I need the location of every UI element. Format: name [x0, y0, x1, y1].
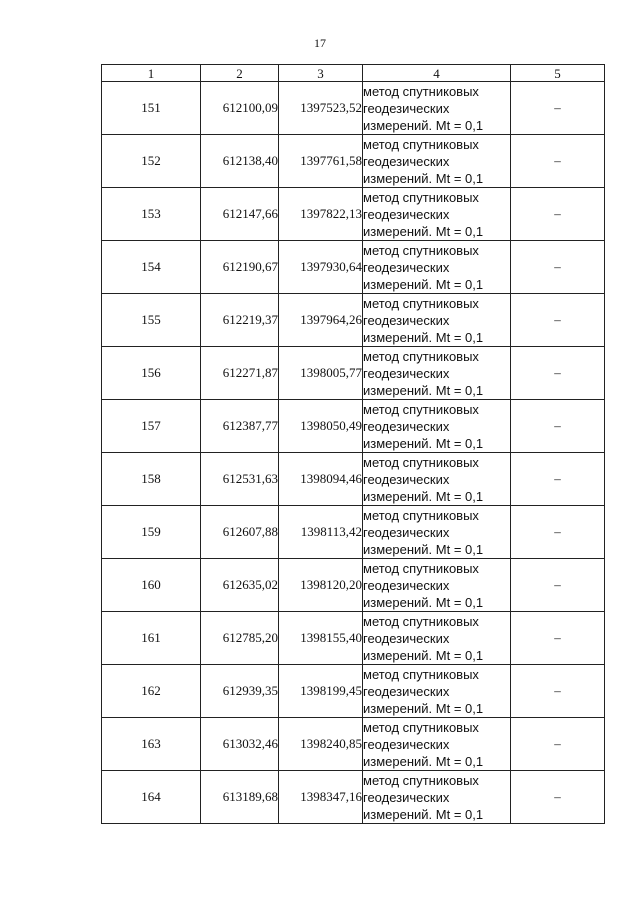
header-col-3: 3 [279, 65, 363, 82]
description-cell: – [511, 612, 605, 665]
description-cell: – [511, 506, 605, 559]
method-cell [363, 135, 511, 188]
method-cell [363, 82, 511, 135]
table-row [102, 506, 605, 559]
method-cell [363, 771, 511, 824]
method-text-line: измерений. Mt = 0,1 [363, 223, 484, 239]
y-coordinate-cell: 1398120,20 [279, 559, 363, 612]
point-number-cell: 161 [102, 612, 201, 665]
y-coordinate-cell: 1398005,77 [279, 347, 363, 400]
x-coordinate-cell: 612219,37 [201, 294, 279, 347]
x-coordinate-cell: 612100,09 [201, 82, 279, 135]
point-number-cell: 151 [102, 82, 201, 135]
method-text-line: метод спутниковых [363, 136, 479, 152]
x-coordinate-cell: 612531,63 [201, 453, 279, 506]
method-text-line: геодезических [363, 259, 450, 275]
table-row [102, 400, 605, 453]
description-cell: – [511, 82, 605, 135]
description-cell: – [511, 559, 605, 612]
method-text-line: геодезических [363, 312, 450, 328]
method-text-line: метод спутниковых [363, 772, 479, 788]
x-coordinate-cell: 613189,68 [201, 771, 279, 824]
method-text-line: геодезических [363, 153, 450, 169]
method-text-line: измерений. Mt = 0,1 [363, 753, 484, 769]
x-coordinate-cell: 612271,87 [201, 347, 279, 400]
x-coordinate-cell: 612138,40 [201, 135, 279, 188]
x-coordinate-cell: 612190,67 [201, 241, 279, 294]
method-text-line: метод спутниковых [363, 348, 479, 364]
x-coordinate-cell: 613032,46 [201, 718, 279, 771]
point-number-cell: 153 [102, 188, 201, 241]
description-cell: – [511, 453, 605, 506]
table-row [102, 771, 605, 824]
table-row [102, 241, 605, 294]
table-header-row [102, 65, 605, 82]
table-row [102, 82, 605, 135]
method-text-line: геодезических [363, 736, 450, 752]
x-coordinate-cell: 612785,20 [201, 612, 279, 665]
point-number-cell: 160 [102, 559, 201, 612]
coordinates-table [101, 64, 605, 824]
method-text-line: измерений. Mt = 0,1 [363, 488, 484, 504]
y-coordinate-cell: 1397964,26 [279, 294, 363, 347]
x-coordinate-cell: 612607,88 [201, 506, 279, 559]
point-number-cell: 159 [102, 506, 201, 559]
description-cell: – [511, 241, 605, 294]
table-row [102, 188, 605, 241]
method-text-line: геодезических [363, 789, 450, 805]
method-text-line: измерений. Mt = 0,1 [363, 647, 484, 663]
method-cell [363, 400, 511, 453]
y-coordinate-cell: 1398240,85 [279, 718, 363, 771]
method-cell [363, 453, 511, 506]
y-coordinate-cell: 1398155,40 [279, 612, 363, 665]
header-col-2: 2 [201, 65, 279, 82]
method-text-line: метод спутниковых [363, 719, 479, 735]
table-body [102, 82, 605, 824]
x-coordinate-cell: 612147,66 [201, 188, 279, 241]
y-coordinate-cell: 1398113,42 [279, 506, 363, 559]
method-cell [363, 665, 511, 718]
table-row [102, 347, 605, 400]
method-text-line: метод спутниковых [363, 666, 479, 682]
method-text-line: измерений. Mt = 0,1 [363, 382, 484, 398]
point-number-cell: 152 [102, 135, 201, 188]
method-text-line: измерений. Mt = 0,1 [363, 170, 484, 186]
y-coordinate-cell: 1397523,52 [279, 82, 363, 135]
table-row [102, 559, 605, 612]
y-coordinate-cell: 1397822,13 [279, 188, 363, 241]
table-row [102, 665, 605, 718]
method-text-line: измерений. Mt = 0,1 [363, 594, 484, 610]
description-cell: – [511, 135, 605, 188]
point-number-cell: 164 [102, 771, 201, 824]
header-col-4: 4 [363, 65, 511, 82]
method-cell [363, 506, 511, 559]
method-cell [363, 347, 511, 400]
method-text-line: измерений. Mt = 0,1 [363, 329, 484, 345]
method-text-line: измерений. Mt = 0,1 [363, 700, 484, 716]
method-text-line: метод спутниковых [363, 83, 479, 99]
table-row [102, 612, 605, 665]
method-cell [363, 718, 511, 771]
method-text-line: геодезических [363, 630, 450, 646]
method-text-line: геодезических [363, 471, 450, 487]
point-number-cell: 162 [102, 665, 201, 718]
point-number-cell: 155 [102, 294, 201, 347]
method-text-line: геодезических [363, 683, 450, 699]
point-number-cell: 163 [102, 718, 201, 771]
description-cell: – [511, 400, 605, 453]
method-text-line: метод спутниковых [363, 242, 479, 258]
header-col-1: 1 [102, 65, 201, 82]
method-text-line: метод спутниковых [363, 401, 479, 417]
point-number-cell: 156 [102, 347, 201, 400]
method-text-line: метод спутниковых [363, 507, 479, 523]
page-number: 17 [314, 36, 326, 50]
y-coordinate-cell: 1398347,16 [279, 771, 363, 824]
point-number-cell: 158 [102, 453, 201, 506]
x-coordinate-cell: 612635,02 [201, 559, 279, 612]
method-text-line: метод спутниковых [363, 295, 479, 311]
method-text-line: метод спутниковых [363, 454, 479, 470]
x-coordinate-cell: 612939,35 [201, 665, 279, 718]
method-text-line: измерений. Mt = 0,1 [363, 541, 484, 557]
description-cell: – [511, 718, 605, 771]
method-cell [363, 188, 511, 241]
table-row [102, 453, 605, 506]
method-text-line: геодезических [363, 206, 450, 222]
description-cell: – [511, 665, 605, 718]
description-cell: – [511, 771, 605, 824]
description-cell: – [511, 347, 605, 400]
header-col-5: 5 [511, 65, 605, 82]
method-text-line: измерений. Mt = 0,1 [363, 276, 484, 292]
y-coordinate-cell: 1397761,58 [279, 135, 363, 188]
method-cell [363, 241, 511, 294]
method-text-line: метод спутниковых [363, 560, 479, 576]
method-text-line: измерений. Mt = 0,1 [363, 806, 484, 822]
method-cell [363, 612, 511, 665]
method-text-line: метод спутниковых [363, 613, 479, 629]
description-cell: – [511, 188, 605, 241]
description-cell: – [511, 294, 605, 347]
method-text-line: измерений. Mt = 0,1 [363, 435, 484, 451]
y-coordinate-cell: 1398050,49 [279, 400, 363, 453]
method-cell [363, 294, 511, 347]
table-row [102, 294, 605, 347]
point-number-cell: 157 [102, 400, 201, 453]
method-text-line: геодезических [363, 524, 450, 540]
method-text-line: метод спутниковых [363, 189, 479, 205]
y-coordinate-cell: 1397930,64 [279, 241, 363, 294]
table-row [102, 135, 605, 188]
method-text-line: измерений. Mt = 0,1 [363, 117, 484, 133]
method-text-line: геодезических [363, 577, 450, 593]
method-text-line: геодезических [363, 100, 450, 116]
table-row [102, 718, 605, 771]
method-text-line: геодезических [363, 365, 450, 381]
y-coordinate-cell: 1398199,45 [279, 665, 363, 718]
x-coordinate-cell: 612387,77 [201, 400, 279, 453]
method-cell [363, 559, 511, 612]
method-text-line: геодезических [363, 418, 450, 434]
y-coordinate-cell: 1398094,46 [279, 453, 363, 506]
point-number-cell: 154 [102, 241, 201, 294]
